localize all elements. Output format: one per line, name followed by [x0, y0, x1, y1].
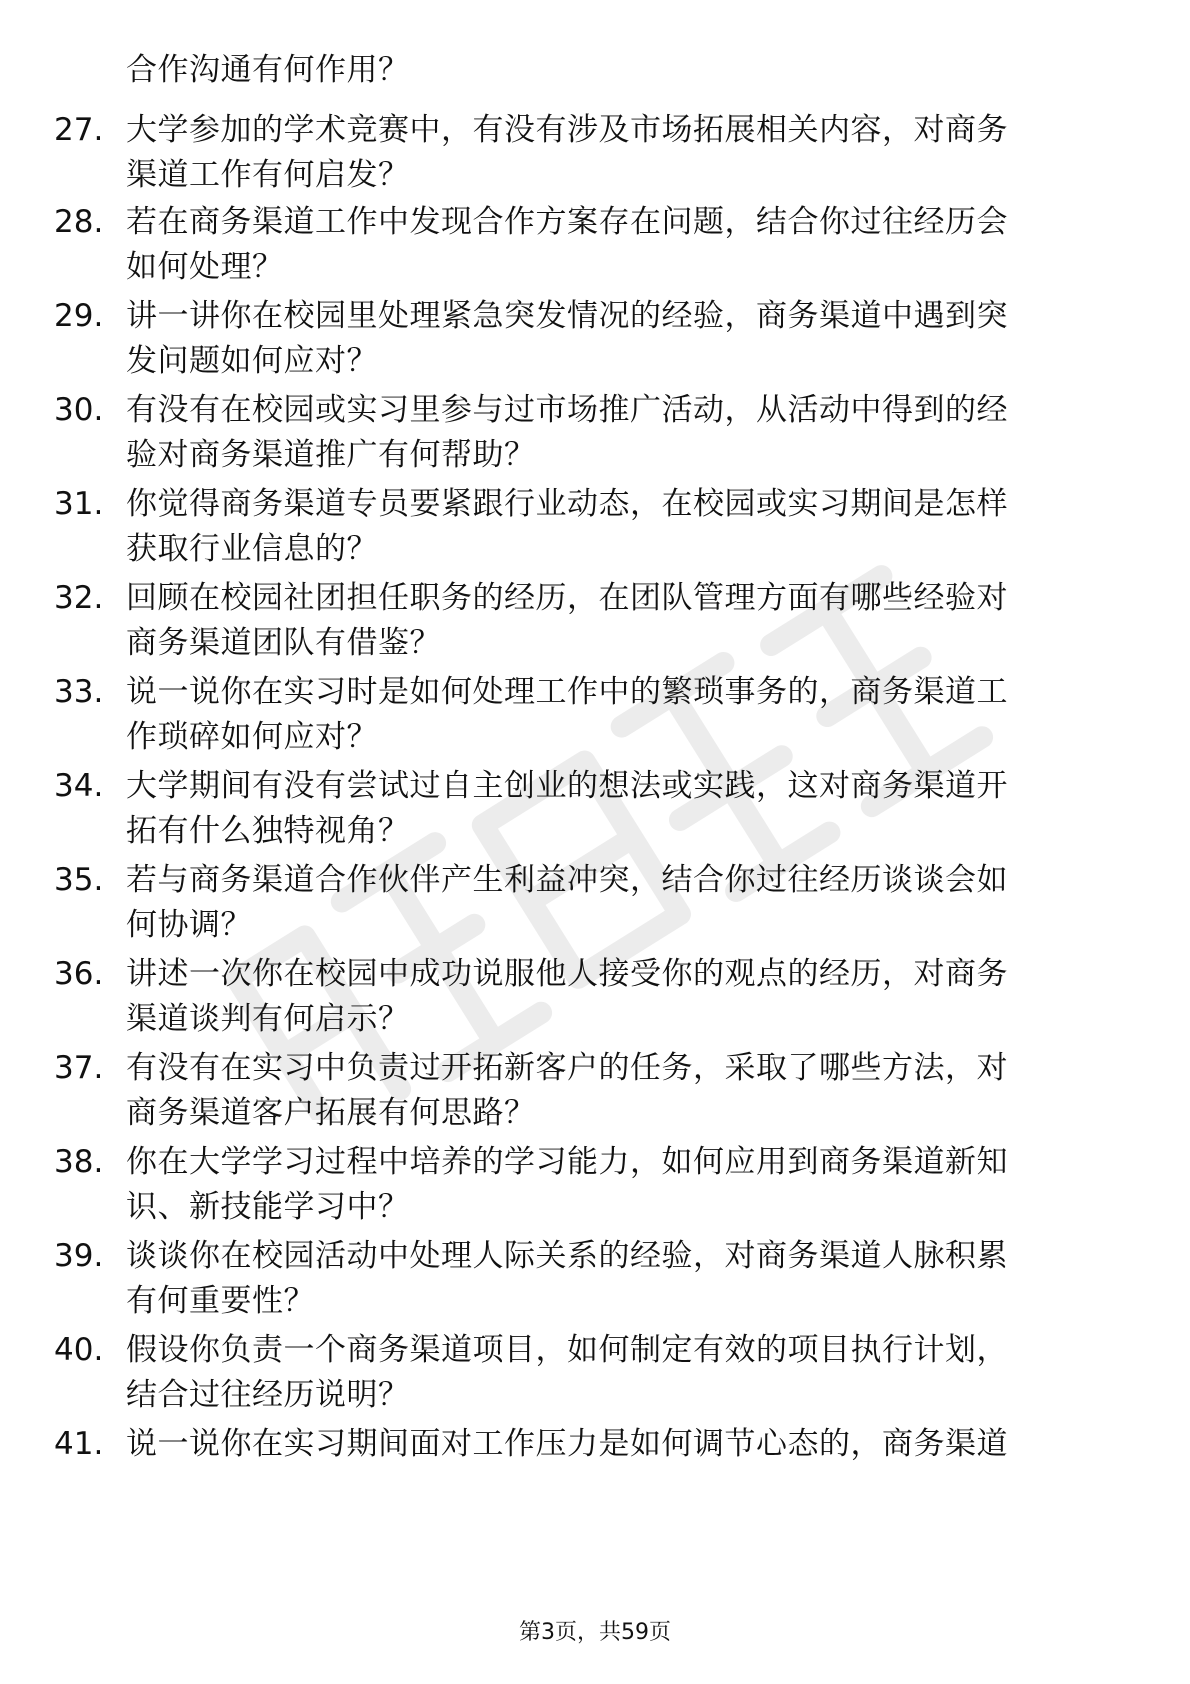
- question-text: 若在商务渠道工作中发现合作方案存在问题，结合你过往经历会: [126, 204, 1008, 240]
- question-text: 若与商务渠道合作伙伴产生利益冲突，结合你过往经历谈谈会如: [126, 862, 1008, 898]
- question-text: 讲述一次你在校园中成功说服他人接受你的观点的经历，对商务: [126, 956, 1008, 992]
- question-number: 39.: [54, 1238, 104, 1274]
- question-text: 渠道工作有何启发？: [126, 157, 410, 193]
- question-text: 如何处理？: [126, 249, 284, 285]
- question-text: 结合过往经历说明？: [126, 1377, 410, 1413]
- question-text: 商务渠道客户拓展有何思路？: [126, 1095, 536, 1131]
- question-text: 说一说你在实习时是如何处理工作中的繁琐事务的，商务渠道工: [126, 674, 1008, 710]
- question-number: 31.: [54, 486, 104, 522]
- question-number: 37.: [54, 1050, 104, 1086]
- question-number: 33.: [54, 674, 104, 710]
- question-number: 28.: [54, 204, 104, 240]
- page-footer: 第3页，共59页: [519, 1620, 671, 1645]
- question-number: 30.: [54, 392, 104, 428]
- question-number: 36.: [54, 956, 104, 992]
- question-number: 27.: [54, 112, 104, 148]
- question-number: 41.: [54, 1426, 104, 1462]
- question-text: 回顾在校园社团担任职务的经历，在团队管理方面有哪些经验对: [126, 580, 1008, 616]
- question-number: 32.: [54, 580, 104, 616]
- question-text: 有没有在校园或实习里参与过市场推广活动，从活动中得到的经: [126, 392, 1008, 428]
- question-text: 有没有在实习中负责过开拓新客户的任务，采取了哪些方法，对: [126, 1050, 1008, 1086]
- question-number: 38.: [54, 1144, 104, 1180]
- question-text: 获取行业信息的？: [126, 531, 378, 567]
- question-text: 识、新技能学习中？: [126, 1189, 410, 1225]
- question-number: 34.: [54, 768, 104, 804]
- question-text: 说一说你在实习期间面对工作压力是如何调节心态的，商务渠道: [126, 1426, 1008, 1462]
- question-text: 何协调？: [126, 907, 252, 943]
- question-text: 渠道谈判有何启示？: [126, 1001, 410, 1037]
- question-text: 你觉得商务渠道专员要紧跟行业动态，在校园或实习期间是怎样: [126, 486, 1008, 522]
- question-text: 发问题如何应对？: [126, 343, 378, 379]
- question-text: 大学参加的学术竞赛中，有没有涉及市场拓展相关内容，对商务: [126, 112, 1008, 148]
- question-text: 拓有什么独特视角？: [126, 813, 410, 849]
- question-text: 商务渠道团队有借鉴？: [126, 625, 441, 661]
- question-number: 35.: [54, 862, 104, 898]
- question-number: 40.: [54, 1332, 104, 1368]
- question-text: 作琐碎如何应对？: [126, 719, 378, 755]
- question-text: 讲一讲你在校园里处理紧急突发情况的经验，商务渠道中遇到突: [126, 298, 1008, 334]
- question-number: 29.: [54, 298, 104, 334]
- question-text: 谈谈你在校园活动中处理人际关系的经验，对商务渠道人脉积累: [126, 1238, 1008, 1274]
- question-text: 大学期间有没有尝试过自主创业的想法或实践，这对商务渠道开: [126, 768, 1008, 804]
- question-text: 有何重要性？: [126, 1283, 315, 1319]
- question-text: 假设你负责一个商务渠道项目，如何制定有效的项目执行计划，: [126, 1332, 1008, 1368]
- question-text: 验对商务渠道推广有何帮助？: [126, 437, 536, 473]
- continued-question-text: 合作沟通有何作用？: [126, 52, 410, 88]
- question-text: 你在大学学习过程中培养的学习能力，如何应用到商务渠道新知: [126, 1144, 1008, 1180]
